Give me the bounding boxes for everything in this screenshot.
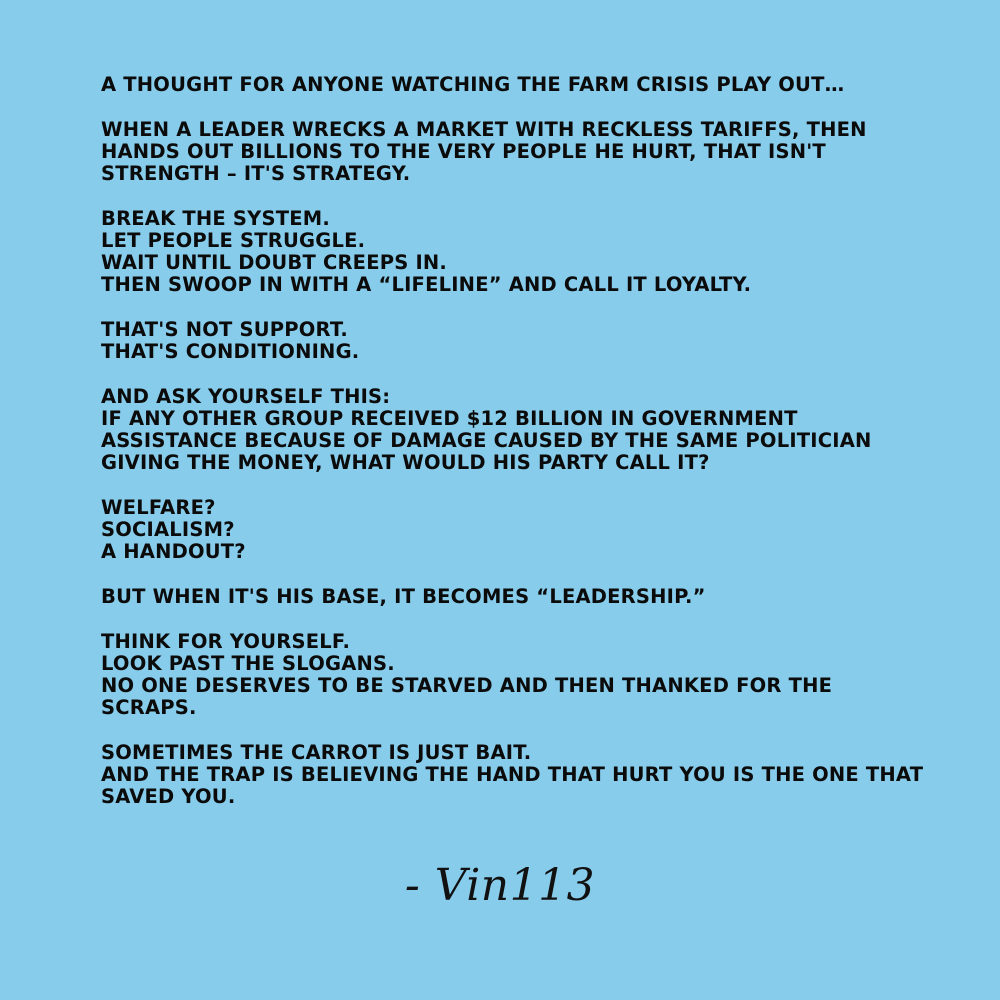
text-line: SAVED YOU. [101, 785, 236, 808]
text-line: AND THE TRAP IS BELIEVING THE HAND THAT HURT YOU IS THE ONE THAT [101, 763, 924, 786]
author-signature: - Vin113 [404, 860, 596, 911]
paragraph-conditioning [101, 319, 941, 363]
text-line: SOMETIMES THE CARROT IS JUST BAIT. [101, 741, 532, 764]
text-line: IF ANY OTHER GROUP RECEIVED $12 BILLION IN GOVERNMENT [101, 407, 798, 430]
paragraph-intro [101, 74, 941, 96]
text-line: LET PEOPLE STRUGGLE. [101, 229, 366, 252]
paragraph-leadership [101, 586, 941, 608]
paragraph-labels [101, 497, 941, 563]
text-line: GIVING THE MONEY, WHAT WOULD HIS PARTY CALL IT? [101, 451, 710, 474]
text-line: THINK FOR YOURSELF. [101, 630, 351, 653]
paragraph-tariffs [101, 119, 941, 185]
text-line: BREAK THE SYSTEM. [101, 207, 330, 230]
paragraph-steps [101, 208, 941, 296]
paragraph-question [101, 386, 941, 474]
text-line: SCRAPS. [101, 696, 197, 719]
text-line: WAIT UNTIL DOUBT CREEPS IN. [101, 251, 448, 274]
text-line: ASSISTANCE BECAUSE OF DAMAGE CAUSED BY THE SAME POLITICIAN [101, 429, 872, 452]
text-line: SOCIALISM? [101, 518, 235, 541]
text-line: STRENGTH – IT'S STRATEGY. [101, 162, 411, 185]
paragraph-think [101, 631, 941, 719]
paragraph-carrot [101, 742, 941, 808]
text-line: THAT'S NOT SUPPORT. [101, 318, 349, 341]
text-line: WHEN A LEADER WRECKS A MARKET WITH RECKLESS TARIFFS, THEN [101, 118, 867, 141]
text-line: HANDS OUT BILLIONS TO THE VERY PEOPLE HE HURT, THAT ISN'T [101, 140, 826, 163]
text-line: A HANDOUT? [101, 540, 246, 563]
text-line: THAT'S CONDITIONING. [101, 340, 360, 363]
text-line: THEN SWOOP IN WITH A “LIFELINE” AND CALL IT LOYALTY. [101, 273, 752, 296]
text-line: AND ASK YOURSELF THIS: [101, 385, 391, 408]
text-line: BUT WHEN IT'S HIS BASE, IT BECOMES “LEADERSHIP.” [101, 585, 706, 608]
text-line: WELFARE? [101, 496, 216, 519]
text-line: LOOK PAST THE SLOGANS. [101, 652, 395, 675]
text-line: NO ONE DESERVES TO BE STARVED AND THEN THANKED FOR THE [101, 674, 833, 697]
quote-text [101, 74, 941, 831]
text-line: A THOUGHT FOR ANYONE WATCHING THE FARM CRISIS PLAY OUT… [101, 73, 845, 96]
